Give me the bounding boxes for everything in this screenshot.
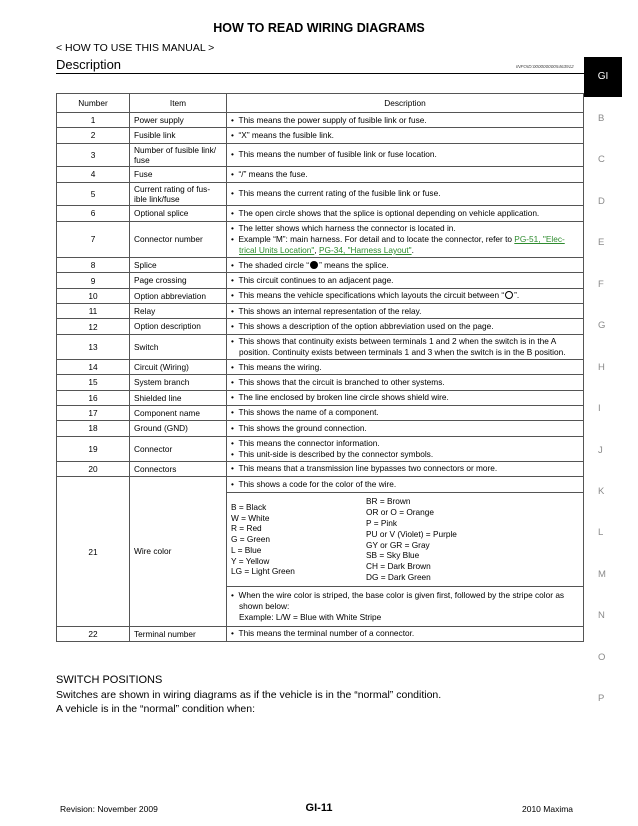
- description-line: • When the wire color is striped, the base color is given first, followed by the stripe color as shown below:: [231, 590, 579, 612]
- side-index-letter[interactable]: P: [598, 693, 605, 704]
- header-description: Description: [227, 94, 584, 113]
- row-description: [227, 375, 584, 390]
- row-item: System branch: [130, 375, 227, 390]
- row-description: [227, 319, 584, 334]
- row-item: Fuse: [130, 167, 227, 182]
- wire-color-note-section: [227, 587, 583, 626]
- wire-color-code: GY or GR = Gray: [366, 539, 430, 550]
- row-description: [227, 477, 584, 627]
- row-number: 4: [57, 167, 130, 182]
- description-line: • This means the power supply of fusible link or fuse.: [231, 115, 579, 126]
- row-number: 21: [57, 477, 130, 627]
- row-number: 16: [57, 390, 130, 405]
- wire-color-code: G = Green: [231, 534, 270, 545]
- table-row: [57, 334, 584, 359]
- table-row: [57, 288, 584, 303]
- row-item: Connector: [130, 436, 227, 461]
- description-line: • This shows the ground connection.: [231, 423, 579, 434]
- separator-text: ,: [314, 245, 319, 255]
- table-row: [57, 461, 584, 476]
- description-line: • This shows the name of a component.: [231, 407, 579, 418]
- row-item: Connector number: [130, 221, 227, 258]
- row-item: Shielded line: [130, 390, 227, 405]
- row-description: [227, 273, 584, 288]
- description-text: Example “M”: main harness. For detail and to locate the connector, refer to: [238, 233, 515, 244]
- table-row: [57, 626, 584, 641]
- description-line: [231, 290, 579, 301]
- row-description: [227, 436, 584, 461]
- doc-id: INFOID:0000000005463912: [516, 64, 574, 69]
- row-item: Current rating of fus-ible link/fuse: [130, 182, 227, 206]
- side-index-letter[interactable]: H: [598, 362, 605, 373]
- header-number: Number: [57, 94, 130, 113]
- table-row: [57, 436, 584, 461]
- description-line: • This shows that continuity exists between terminals 1 and 2 when the switch is in the A position. Continuity exists between terminals 1 and 3 when the switch is in the B position.: [231, 336, 579, 358]
- row-number: 18: [57, 421, 130, 436]
- description-table: [56, 93, 584, 642]
- description-line: • The line enclosed by broken line circle shows shield wire.: [231, 392, 579, 403]
- footer-model: 2010 Maxima: [522, 804, 574, 814]
- wire-color-code: R = Red: [231, 523, 262, 534]
- row-item: Number of fusible link/ fuse: [130, 143, 227, 167]
- table-row: [57, 421, 584, 436]
- row-description: [227, 390, 584, 405]
- end-text: .: [411, 245, 414, 255]
- row-item: Optional splice: [130, 206, 227, 221]
- wire-color-code: P = Pink: [366, 517, 397, 528]
- description-text: This means the vehicle specifications which layouts the circuit between “: [238, 290, 505, 301]
- link-electrical-units-location[interactable]: PG-51, "Elec-trical Units Location": [239, 233, 565, 255]
- description-line: • This means the terminal number of a connector.: [231, 628, 579, 639]
- row-number: 5: [57, 182, 130, 206]
- description-line: • The open circle shows that the splice is optional depending on vehicle application.: [231, 208, 579, 219]
- table-row: [57, 128, 584, 143]
- side-index-letter[interactable]: I: [598, 403, 601, 414]
- side-index-letter[interactable]: E: [598, 237, 605, 248]
- row-item: Page crossing: [130, 273, 227, 288]
- side-index-letter[interactable]: K: [598, 486, 605, 497]
- description-line: • This shows a code for the color of the wire.: [231, 479, 579, 490]
- description-line: • This shows an internal representation of the relay.: [231, 306, 579, 317]
- side-index-letter[interactable]: J: [598, 445, 603, 456]
- description-line: [231, 234, 579, 256]
- row-item: Fusible link: [130, 128, 227, 143]
- wire-color-code: W = White: [231, 512, 270, 523]
- table-row: [57, 113, 584, 128]
- row-description: [227, 128, 584, 143]
- row-number: 11: [57, 304, 130, 319]
- row-description: [227, 167, 584, 182]
- header-item: Item: [130, 94, 227, 113]
- wire-color-code: PU or V (Violet) = Purple: [366, 528, 457, 539]
- side-index-letter[interactable]: B: [598, 113, 605, 124]
- row-number: 1: [57, 113, 130, 128]
- table-row: [57, 360, 584, 375]
- row-item: Terminal number: [130, 626, 227, 641]
- side-index-letter[interactable]: C: [598, 154, 605, 165]
- description-line: • This unit-side is described by the connector symbols.: [231, 449, 579, 460]
- wire-color-code: OR or O = Orange: [366, 507, 435, 518]
- row-description: [227, 461, 584, 476]
- description-line: • The letter shows which harness the connector is located in.: [231, 223, 579, 234]
- description-text: ” means the splice.: [319, 259, 389, 270]
- row-description: [227, 258, 584, 273]
- wire-color-block: [227, 477, 583, 626]
- row-item: Component name: [130, 405, 227, 420]
- wire-color-code: LG = Light Green: [231, 566, 295, 577]
- side-index-letter[interactable]: F: [598, 279, 604, 290]
- table-row: [57, 258, 584, 273]
- switch-positions-title: SWITCH POSITIONS: [56, 674, 163, 686]
- row-description: [227, 221, 584, 258]
- row-item: Circuit (Wiring): [130, 360, 227, 375]
- table-row: [57, 319, 584, 334]
- row-number: 9: [57, 273, 130, 288]
- wire-color-list-left: [231, 496, 366, 582]
- description-line: • “/” means the fuse.: [231, 169, 579, 180]
- row-item: Relay: [130, 304, 227, 319]
- row-item: Connectors: [130, 461, 227, 476]
- open-circle-icon: [505, 291, 513, 299]
- wire-color-example: Example: L/W = Blue with White Stripe: [239, 612, 382, 623]
- description-line: • This means the current rating of the fusible link or fuse.: [231, 188, 579, 199]
- row-description: [227, 182, 584, 206]
- wire-color-codes: [227, 493, 583, 586]
- row-number: 2: [57, 128, 130, 143]
- row-description: [227, 304, 584, 319]
- description-line: • This shows a description of the option abbreviation used on the page.: [231, 321, 579, 332]
- description-line: [231, 260, 579, 271]
- table-row: [57, 304, 584, 319]
- footer-revision: Revision: November 2009: [60, 804, 158, 814]
- row-description: [227, 360, 584, 375]
- description-line: • This means the connector information.: [231, 438, 579, 449]
- row-number: 17: [57, 405, 130, 420]
- row-item: Splice: [130, 258, 227, 273]
- wire-color-code: L = Blue: [231, 544, 262, 555]
- wire-color-list-right: [366, 496, 457, 582]
- row-item: Power supply: [130, 113, 227, 128]
- row-number: 10: [57, 288, 130, 303]
- row-item: Option description: [130, 319, 227, 334]
- switch-positions-line-2: A vehicle is in the “normal” condition when:: [56, 703, 256, 715]
- wire-color-code: BR = Brown: [366, 496, 411, 507]
- row-description: [227, 113, 584, 128]
- side-index-letter[interactable]: M: [598, 569, 606, 580]
- table-row: [57, 182, 584, 206]
- row-number: 6: [57, 206, 130, 221]
- side-index-letter[interactable]: L: [598, 527, 604, 538]
- side-index-letter[interactable]: D: [598, 196, 605, 207]
- row-description: [227, 206, 584, 221]
- row-item: Switch: [130, 334, 227, 359]
- table-row: [57, 167, 584, 182]
- description-text: ”.: [514, 290, 520, 301]
- row-description: [227, 405, 584, 420]
- section-title: Description: [56, 57, 122, 72]
- description-line: • “X” means the fusible link.: [231, 130, 579, 141]
- table-row: [57, 405, 584, 420]
- table-row: [57, 273, 584, 288]
- table-header-row: [57, 94, 584, 113]
- description-line: • This means that a transmission line bypasses two connectors or more.: [231, 463, 579, 474]
- row-number: 19: [57, 436, 130, 461]
- row-description: [227, 626, 584, 641]
- table-row: [57, 206, 584, 221]
- side-index-letter[interactable]: O: [598, 652, 606, 663]
- page-title: HOW TO READ WIRING DIAGRAMS: [213, 21, 425, 35]
- description-text: The shaded circle “: [238, 259, 310, 270]
- row-description: [227, 421, 584, 436]
- row-item: Option abbreviation: [130, 288, 227, 303]
- shaded-circle-icon: [310, 261, 318, 269]
- table-row: [57, 375, 584, 390]
- row-item: Ground (GND): [130, 421, 227, 436]
- wire-color-code: SB = Sky Blue: [366, 550, 420, 561]
- description-line: • This shows that the circuit is branched to other systems.: [231, 377, 579, 388]
- row-number: 8: [57, 258, 130, 273]
- side-index-letter[interactable]: N: [598, 610, 605, 621]
- side-tab-active[interactable]: GI: [584, 57, 622, 97]
- table-row: [57, 221, 584, 258]
- wire-color-code: Y = Yellow: [231, 555, 270, 566]
- table-row: [57, 143, 584, 167]
- row-number: 3: [57, 143, 130, 167]
- row-number: 22: [57, 626, 130, 641]
- wire-color-code: B = Black: [231, 501, 267, 512]
- description-line: • This means the wiring.: [231, 362, 579, 373]
- row-number: 12: [57, 319, 130, 334]
- section-rule: [56, 73, 584, 74]
- row-number: 13: [57, 334, 130, 359]
- row-number: 20: [57, 461, 130, 476]
- row-description: [227, 288, 584, 303]
- row-description: [227, 334, 584, 359]
- row-number: 7: [57, 221, 130, 258]
- side-index-letter[interactable]: G: [598, 320, 606, 331]
- row-description: [227, 143, 584, 167]
- table-row: [57, 477, 584, 627]
- link-harness-layout[interactable]: PG-34, "Harness Layout": [318, 245, 412, 255]
- footer-page-number: GI-11: [305, 802, 333, 814]
- table-row: [57, 390, 584, 405]
- row-number: 15: [57, 375, 130, 390]
- wire-color-code: CH = Dark Brown: [366, 561, 431, 572]
- description-line: • This circuit continues to an adjacent page.: [231, 275, 579, 286]
- row-item: Wire color: [130, 477, 227, 627]
- wire-color-code: DG = Dark Green: [366, 571, 431, 582]
- wire-color-intro-section: [227, 477, 583, 493]
- description-line: • This means the number of fusible link or fuse location.: [231, 149, 579, 160]
- row-number: 14: [57, 360, 130, 375]
- switch-positions-line-1: Switches are shown in wiring diagrams as if the vehicle is in the “normal” condition.: [56, 689, 442, 701]
- breadcrumb: < HOW TO USE THIS MANUAL >: [56, 42, 215, 54]
